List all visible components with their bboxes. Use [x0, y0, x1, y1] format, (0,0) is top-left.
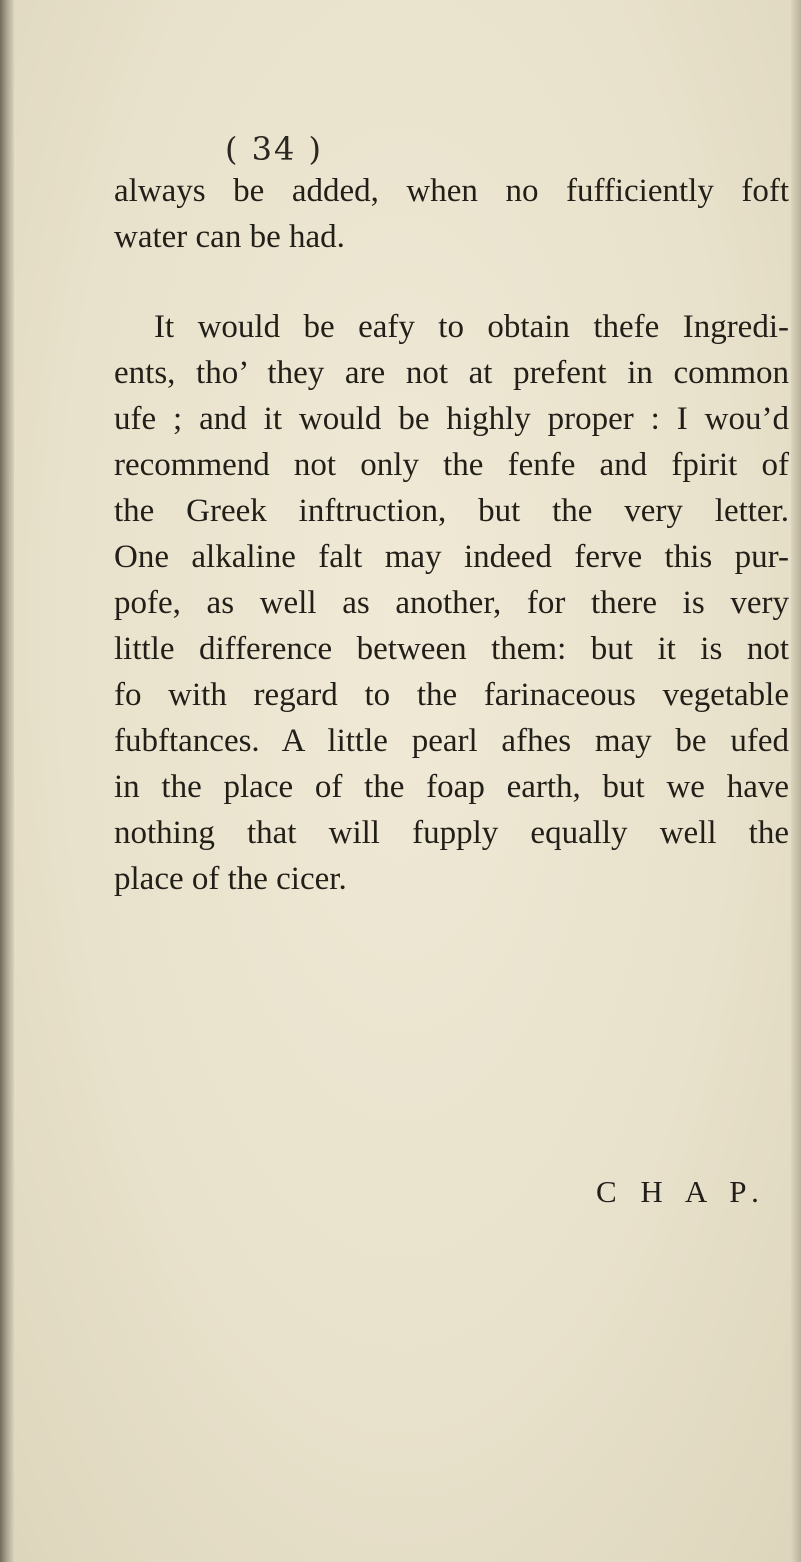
text-line: the Greek inftruction, but the very letter.: [114, 493, 789, 529]
text-line: place of the cicer.: [114, 861, 347, 897]
page-edge: [791, 0, 801, 1562]
text-line: nothing that will fupply equally well the: [114, 815, 789, 851]
paragraph: [114, 168, 789, 260]
text-line: recommend not only the fenfe and fpirit of: [114, 447, 789, 483]
page-number: ( 34 ): [225, 130, 324, 168]
text-line: pofe, as well as another, for there is very: [114, 585, 789, 621]
text-line: little difference between them: but it is not: [114, 631, 789, 667]
text-line: in the place of the foap earth, but we have: [114, 769, 789, 805]
text-line: One alkaline falt may indeed ferve this pur-: [114, 539, 789, 575]
text-line: water can be had.: [114, 219, 345, 255]
binding-shadow: [0, 0, 14, 1562]
body-text: [114, 168, 789, 902]
catchword: C H A P.: [596, 1174, 767, 1209]
text-line: ufe ; and it would be highly proper : I wou’d: [114, 401, 789, 437]
text-line: always be added, when no fufficiently foft: [114, 173, 789, 209]
text-line: It would be eafy to obtain thefe Ingredi-: [154, 309, 789, 345]
text-line: fo with regard to the farinaceous vegetable: [114, 677, 789, 713]
text-line: ents, tho’ they are not at prefent in common: [114, 355, 789, 391]
paragraph-gap: [114, 260, 789, 304]
text-line: fubftances. A little pearl afhes may be ufed: [114, 723, 789, 759]
paragraph: [114, 304, 789, 902]
